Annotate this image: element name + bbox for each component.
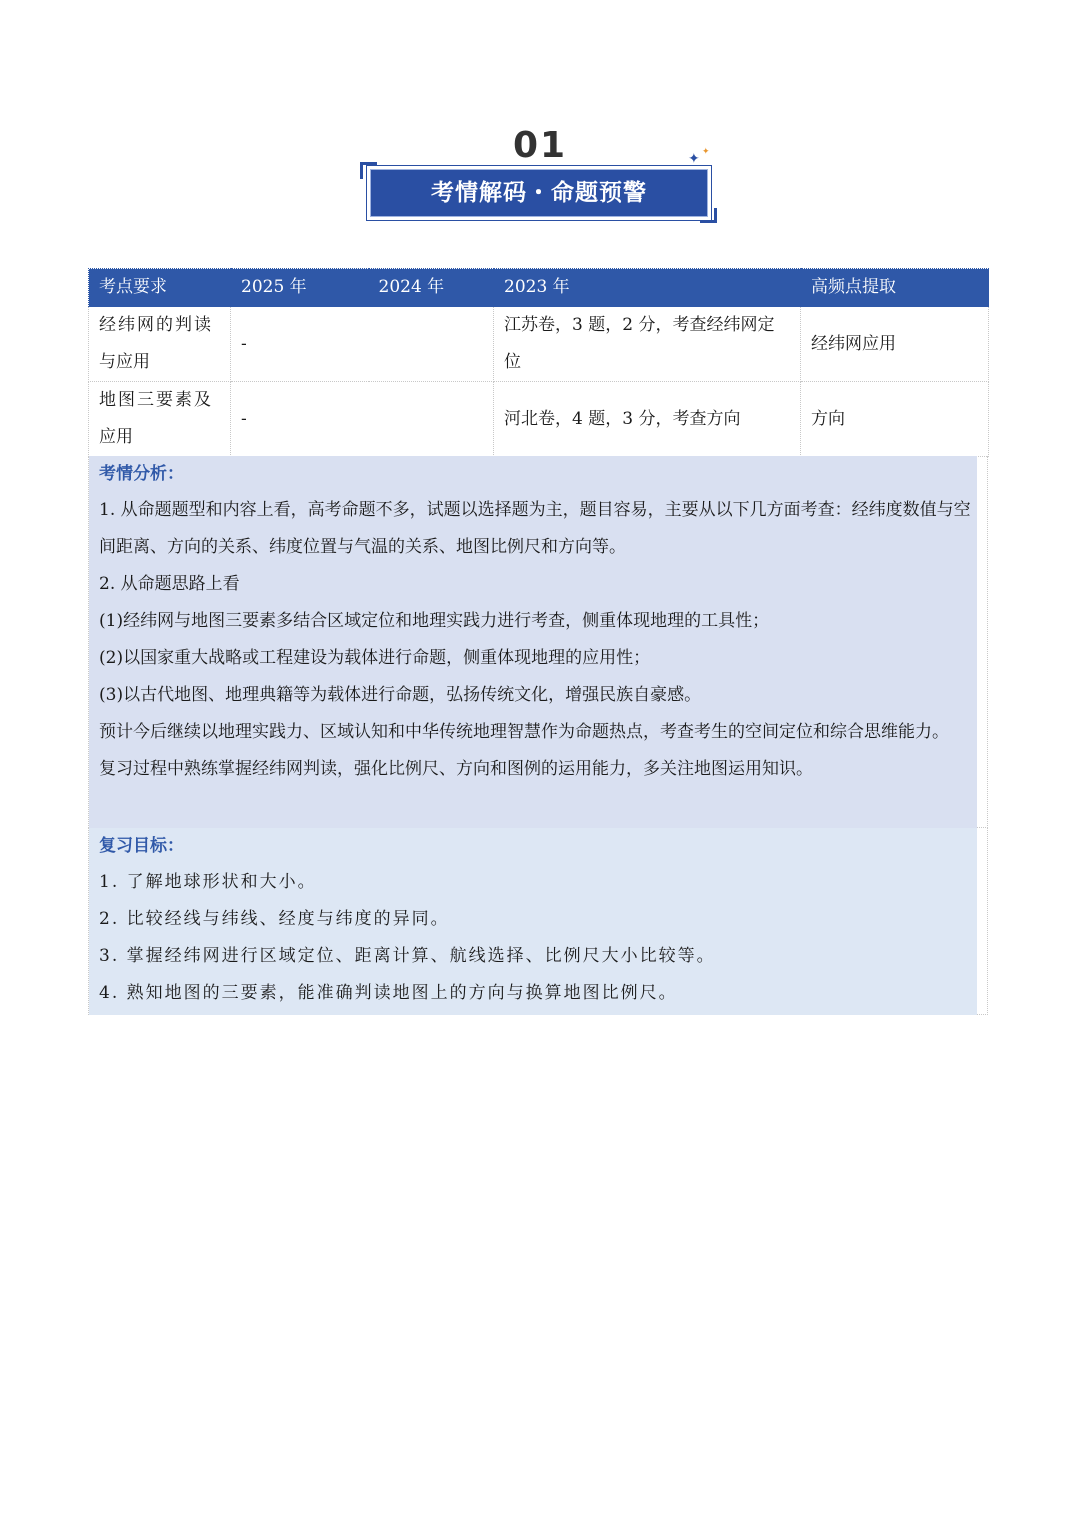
topic-line: 应用 [99, 427, 133, 447]
table-row [89, 382, 989, 457]
analysis-paragraph: 预计今后继续以地理实践力、区域认知和中华传统地理智慧作为命题热点，考查考生的空间定位和综合思维能力。 [99, 722, 949, 742]
table-header-row [89, 269, 989, 307]
sparkle-small-icon: ✦ [702, 147, 710, 157]
section-banner [358, 126, 722, 226]
goal-item: 4. 熟知地图的三要素，能准确判读地图上的方向与换算地图比例尺。 [99, 983, 678, 1003]
analysis-heading: 考情分析： [99, 464, 184, 484]
cell-highlight: 经纬网应用 [801, 307, 989, 382]
section-title: 考情解码・命题预警 [431, 180, 647, 206]
header-topic: 考点要求 [89, 269, 231, 307]
sparkle-icon: ✦ [688, 151, 700, 167]
section-number: 01 [512, 125, 568, 166]
analysis-paragraph: 复习过程中熟练掌握经纬网判读，强化比例尺、方向和图例的运用能力，多关注地图运用知识。 [99, 759, 813, 779]
cell-topic [89, 382, 231, 457]
goal-item: 2. 比较经线与纬线、经度与纬度的异同。 [99, 909, 450, 929]
cell-2023 [494, 307, 801, 382]
analysis-paragraph: (2)以国家重大战略或工程建设为载体进行命题，侧重体现地理的应用性； [99, 648, 651, 668]
topic-line: 与应用 [99, 352, 150, 372]
cell-dash: - [241, 333, 247, 354]
cell-2023: 河北卷，4 题，3 分，考查方向 [494, 382, 801, 457]
exam-table [88, 268, 989, 457]
cell-2023-line: 位 [504, 352, 521, 372]
cell-topic [89, 307, 231, 382]
header-2023: 2023 年 [494, 269, 801, 307]
topic-line: 经纬网的判读 [99, 315, 213, 335]
header-2024: 2024 年 [369, 269, 494, 307]
goal-item: 1. 了解地球形状和大小。 [99, 872, 317, 892]
header-highlight: 高频点提取 [801, 269, 989, 307]
cell-highlight: 方向 [801, 382, 989, 457]
goals-heading: 复习目标： [99, 836, 184, 856]
table-row [89, 307, 989, 382]
analysis-paragraph: (1)经纬网与地图三要素多结合区域定位和地理实践力进行考查，侧重体现地理的工具性； [99, 611, 770, 631]
analysis-paragraph: 2. 从命题思路上看 [99, 574, 240, 594]
corner-bracket-bottom-right [700, 208, 717, 223]
topic-line: 地图三要素及 [99, 390, 213, 410]
analysis-paragraph: (3)以古代地图、地理典籍等为载体进行命题，弘扬传统文化，增强民族自豪感。 [99, 685, 702, 705]
cell-2023-line: 江苏卷，3 题，2 分，考查经纬网定 [504, 315, 775, 335]
cell-2025-2024 [231, 382, 494, 457]
analysis-section [88, 456, 988, 828]
cell-2025-2024 [231, 307, 494, 382]
section-title-box [370, 169, 708, 217]
goal-item: 3. 掌握经纬网进行区域定位、距离计算、航线选择、比例尺大小比较等。 [99, 946, 716, 966]
review-goals-section [88, 828, 988, 1015]
analysis-paragraph: 1. 从命题题型和内容上看，高考命题不多，试题以选择题为主，题目容易，主要从以下几方面考查：经纬度数值与空间距离、方向的关系、纬度位置与气温的关系、地图比例尺和方向等。 [99, 500, 971, 557]
header-2025: 2025 年 [231, 269, 369, 307]
cell-dash: - [241, 408, 247, 429]
